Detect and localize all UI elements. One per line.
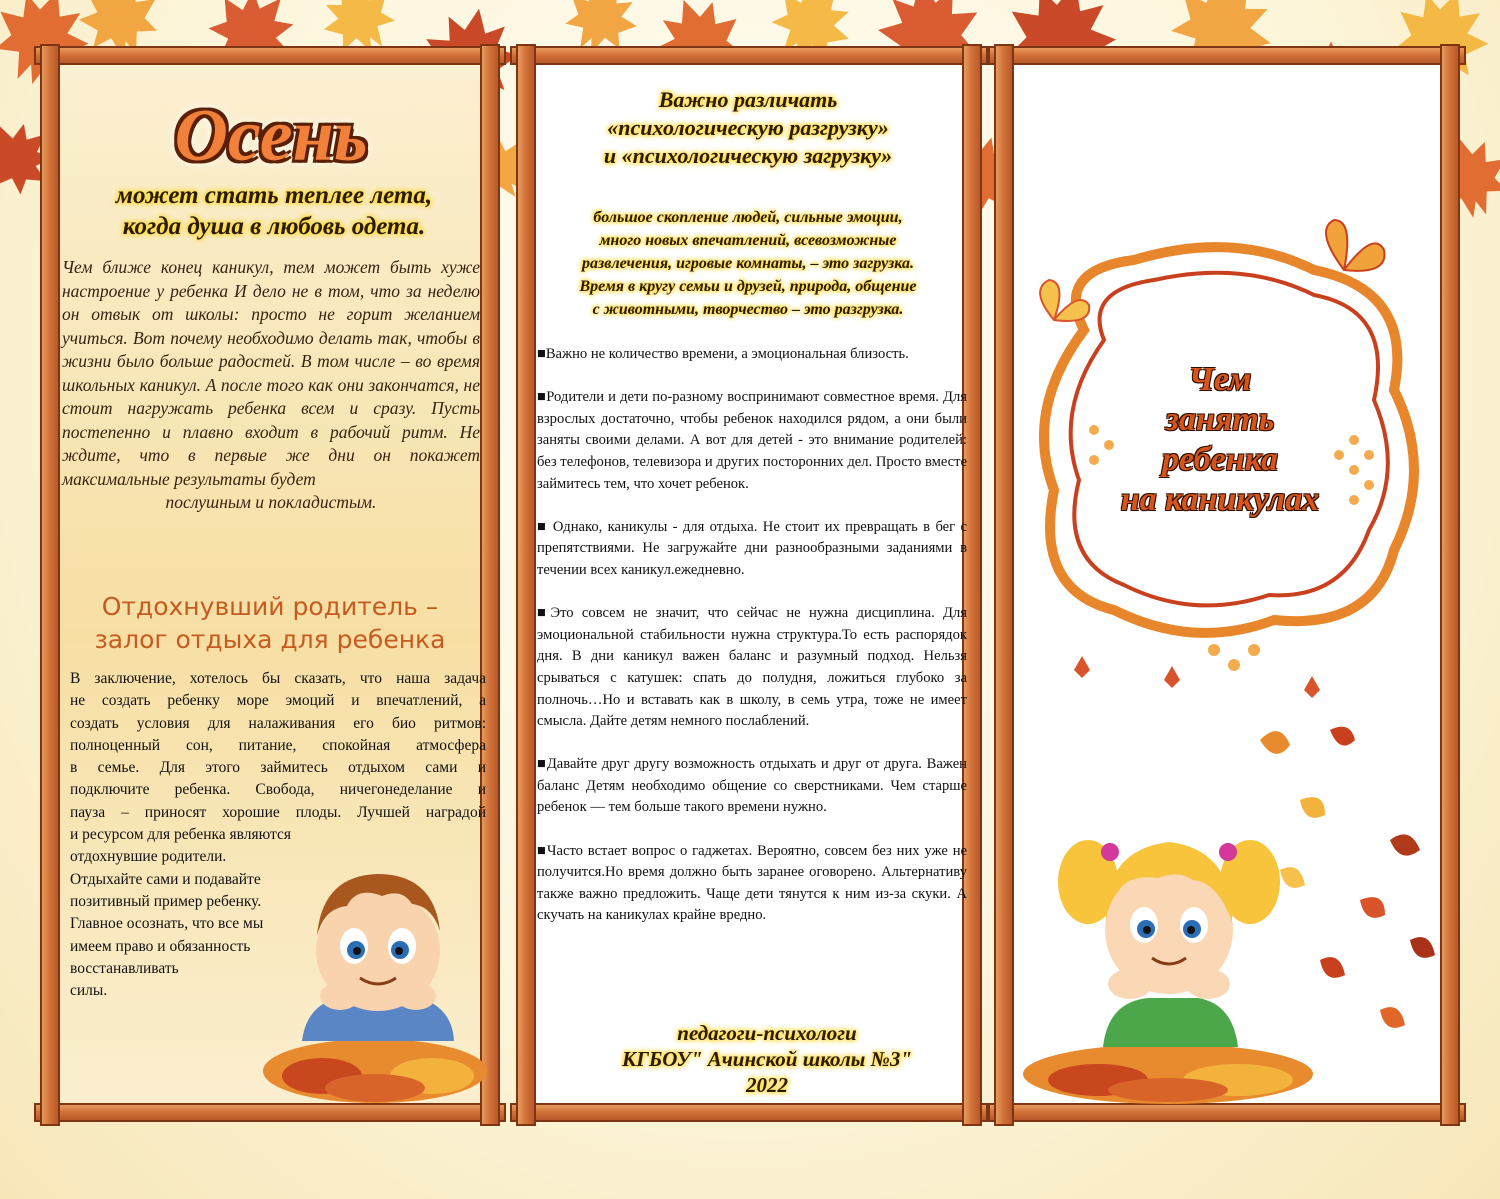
sub-line: Время в кругу семьи и друзей, природа, общение (579, 278, 917, 295)
autumn-subtitle (64, 180, 484, 242)
boy-illustration (262, 826, 488, 1106)
wood-frame-left (994, 44, 1014, 1126)
body-line: В заключение, хотелось бы сказать, что наша задача (70, 670, 486, 687)
girl-illustration (1018, 812, 1318, 1106)
sub-line: большое скопление людей, сильные эмоции, (593, 209, 903, 226)
title-line: Чем (1188, 361, 1252, 398)
body-line: в семье. Для этого займитесь отдыхом сами и (70, 759, 486, 777)
advice-paragraph: ■Часто встает вопрос о гаджетах. Вероятно, совсем без них уже не получится.Но время должно быть заранее оговорено. Альтернативу также важно предложить. Чаще дети тянутся к ним из-за скуки. А скучать на каникулах крайне вредно. (537, 842, 967, 924)
title-line: занять (1165, 401, 1275, 438)
body-line: полноценный сон, питание, спокойная атмосфера (70, 736, 486, 754)
body-line: отдохнувшие родители. (70, 848, 227, 866)
body-line: имеем право и обязанность (70, 937, 251, 955)
heading-line: Отдохнувший родитель – (101, 592, 439, 621)
title-line: на каникулах (1120, 481, 1320, 518)
body-line: силы. (70, 982, 108, 1000)
advice-paragraph: ■Важно не количество времени, а эмоциональная близость. (537, 346, 909, 362)
sub-line: много новых впечатлений, всевозможные (599, 232, 897, 249)
heading-line: залог отдыха для ребенка (94, 625, 446, 654)
wood-frame-left (40, 44, 60, 1126)
intro-paragraph (62, 256, 480, 515)
body-line: Главное осознать, что все мы (70, 915, 264, 933)
subtitle-line: когда душа в любовь одета. (122, 213, 426, 240)
intro-text-last: послушным и покладистым. (165, 492, 377, 512)
autumn-title: Осень (174, 95, 368, 177)
body-line: и ресурсом для ребенка являются (70, 826, 291, 844)
body-line: создать условия для налаживания его био ритмов: (70, 714, 486, 732)
intro-text: Чем ближе конец каникул, тем может быть хуже настроение у ребенка И дело не в том, что за неделю он отвык от школы: просто не горит желанием учиться. Вот почему необходимо делать так, чтобы в жизни было больше радостей. В том числе – во время школьных каникул. А после того как они закончатся, не стоит нагружать ребенка всем и сразу. Пусть постепенно и плавно входит в рабочий ритм. Не ждите, что в первые же дни он покажет максимальные результаты будет (62, 257, 480, 489)
authors-footer (540, 1020, 994, 1098)
wood-frame-top (34, 46, 506, 65)
body-line: Отдыхайте сами и подавайте (70, 870, 261, 888)
body-line: подключите ребенка. Свобода, ничегонеделание и (70, 781, 486, 799)
sub-line: с животными, творчество – это разгрузка. (592, 301, 904, 318)
load-unload-definition (520, 206, 976, 321)
footer-line: педагоги-психологи (677, 1021, 857, 1045)
sub-line: развлечения, игровые комнаты, – это загрузка. (582, 255, 914, 272)
leaf-pile-icon (1023, 1044, 1313, 1104)
butterfly-icon (1326, 220, 1385, 271)
leaf-pile-icon (263, 1039, 487, 1103)
heading-line: «психологическую разгрузку» (607, 115, 889, 140)
footer-line: КГБОУ" Ачинской школы №3" (622, 1047, 912, 1071)
brochure-title (1070, 360, 1370, 520)
heading-line: Важно различать (658, 87, 838, 112)
wood-frame-top (988, 46, 1466, 65)
advice-list (537, 344, 967, 949)
wood-frame-bottom (510, 1103, 988, 1122)
wood-frame-top (510, 46, 988, 65)
title-line: ребенка (1162, 441, 1278, 478)
footer-line: 2022 (746, 1073, 788, 1097)
rested-parent-heading (60, 590, 480, 656)
subtitle-line: может стать теплее лета, (115, 182, 433, 209)
advice-paragraph: ■ Однако, каникулы - для отдыха. Не стоит их превращать в бег с препятствиями. Не загружайте дни разнообразными заданиями в течении всех каникул.ежедневно. (537, 518, 967, 578)
advice-paragraph: ■Это совсем не значит, что сейчас не нужна дисциплина. Для эмоциональной стабильности нужна структура.То есть распорядок дня. В дни каникул важен баланс и разумный подход. Нельзя срываться с катушек: спать до полудня, ложиться глубоко за полночь…Но и вставать как в школу, в семь утра, тоже не имеет смысла. Дайте детям немного послаблений. (537, 605, 967, 730)
body-line: не создать ребенку море эмоций и впечатлений, а (70, 692, 486, 710)
distinguish-heading (528, 86, 968, 170)
advice-paragraph: ■Родители и дети по-разному воспринимают совместное время. Для взрослых достаточно, чтобы ребенок находился рядом, а они были заняты своими делами. А вот для детей - это внимание родителей: без телефонов, телевизора и других посторонних дел. Просто вместе займитесь тем, что хочет ребенок. (537, 389, 967, 492)
advice-paragraph: ■Давайте друг другу возможность отдыхать и друг от друга. Важен баланс Детям необходимо общение со сверстниками. Чем старше ребенок — тем больше такого времени нужно. (537, 756, 967, 816)
body-line: пауза – приносят хорошие плоды. Лучшей наградой (70, 803, 486, 821)
heading-line: и «психологическую загрузку» (603, 143, 893, 168)
body-line: позитивный пример ребенку. (70, 892, 262, 910)
body-line: восстанавливать (70, 959, 179, 977)
